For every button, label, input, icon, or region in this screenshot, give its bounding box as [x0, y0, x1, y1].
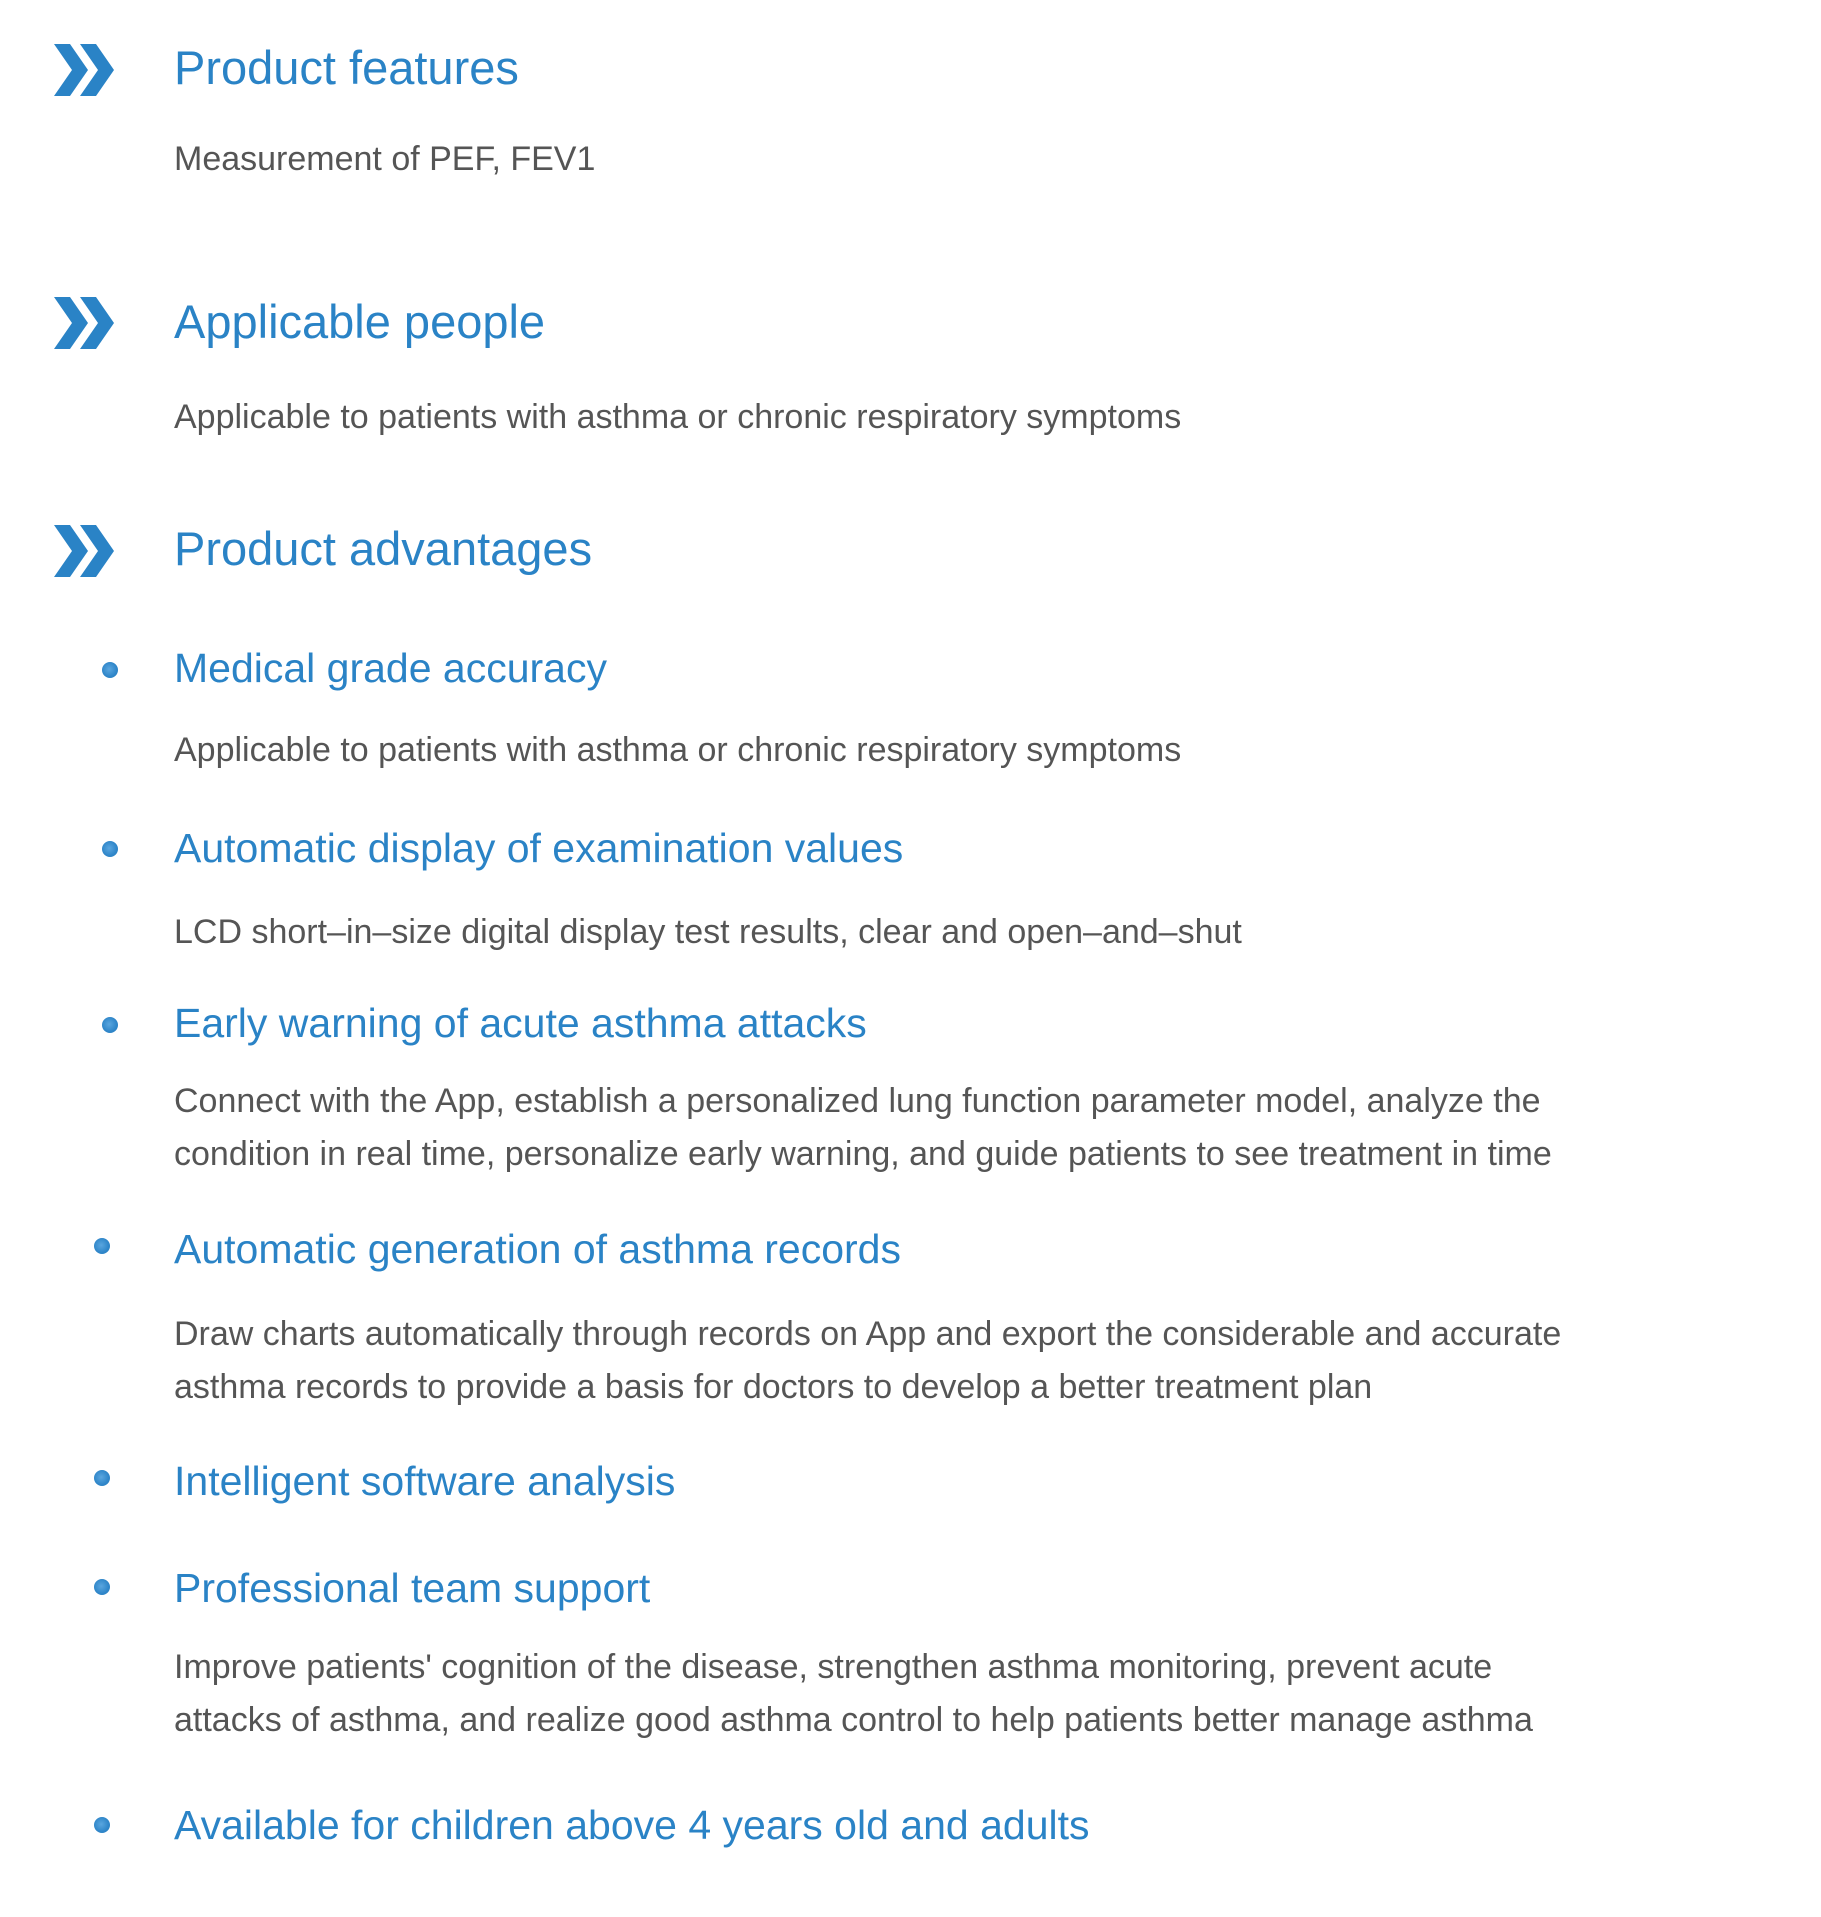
- section-body: Measurement of PEF, FEV1: [174, 140, 596, 178]
- advantage-title: Professional team support: [174, 1565, 651, 1611]
- advantage-description: Draw charts automatically through records on App and export the considerable and accurate: [174, 1315, 1562, 1353]
- bullet-dot-icon: [94, 1579, 110, 1595]
- advantage-title: Early warning of acute asthma attacks: [174, 1000, 867, 1046]
- advantage-description: Applicable to patients with asthma or chronic respiratory symptoms: [174, 731, 1182, 769]
- advantage-description: condition in real time, personalize early warning, and guide patients to see treatment in time: [174, 1135, 1552, 1173]
- advantage-title: Available for children above 4 years old and adults: [174, 1802, 1090, 1848]
- double-chevron-right-icon: [50, 38, 122, 102]
- bullet-dot-icon: [94, 1238, 110, 1254]
- bullet-dot-icon: [102, 841, 118, 857]
- bullet-dot-icon: [102, 662, 118, 678]
- bullet-dot-icon: [102, 1017, 118, 1033]
- advantage-description: Improve patients' cognition of the disease, strengthen asthma monitoring, prevent acute: [174, 1648, 1493, 1686]
- advantage-title: Automatic generation of asthma records: [174, 1226, 901, 1272]
- advantage-description: attacks of asthma, and realize good asthma control to help patients better manage asthma: [174, 1701, 1533, 1739]
- advantage-description: LCD short–in–size digital display test results, clear and open–and–shut: [174, 913, 1242, 951]
- bullet-dot-icon: [94, 1470, 110, 1486]
- double-chevron-right-icon: [50, 291, 122, 355]
- advantage-description: asthma records to provide a basis for doctors to develop a better treatment plan: [174, 1368, 1373, 1406]
- section-title: Applicable people: [174, 295, 546, 348]
- section-body: Applicable to patients with asthma or chronic respiratory symptoms: [174, 398, 1182, 436]
- advantage-title: Automatic display of examination values: [174, 825, 904, 871]
- section-title: Product advantages: [174, 522, 593, 575]
- bullet-dot-icon: [94, 1817, 110, 1833]
- advantage-title: Medical grade accuracy: [174, 645, 607, 691]
- double-chevron-right-icon: [50, 519, 122, 583]
- advantage-description: Connect with the App, establish a personalized lung function parameter model, analyze the: [174, 1082, 1541, 1120]
- advantage-title: Intelligent software analysis: [174, 1458, 676, 1504]
- section-title: Product features: [174, 41, 519, 94]
